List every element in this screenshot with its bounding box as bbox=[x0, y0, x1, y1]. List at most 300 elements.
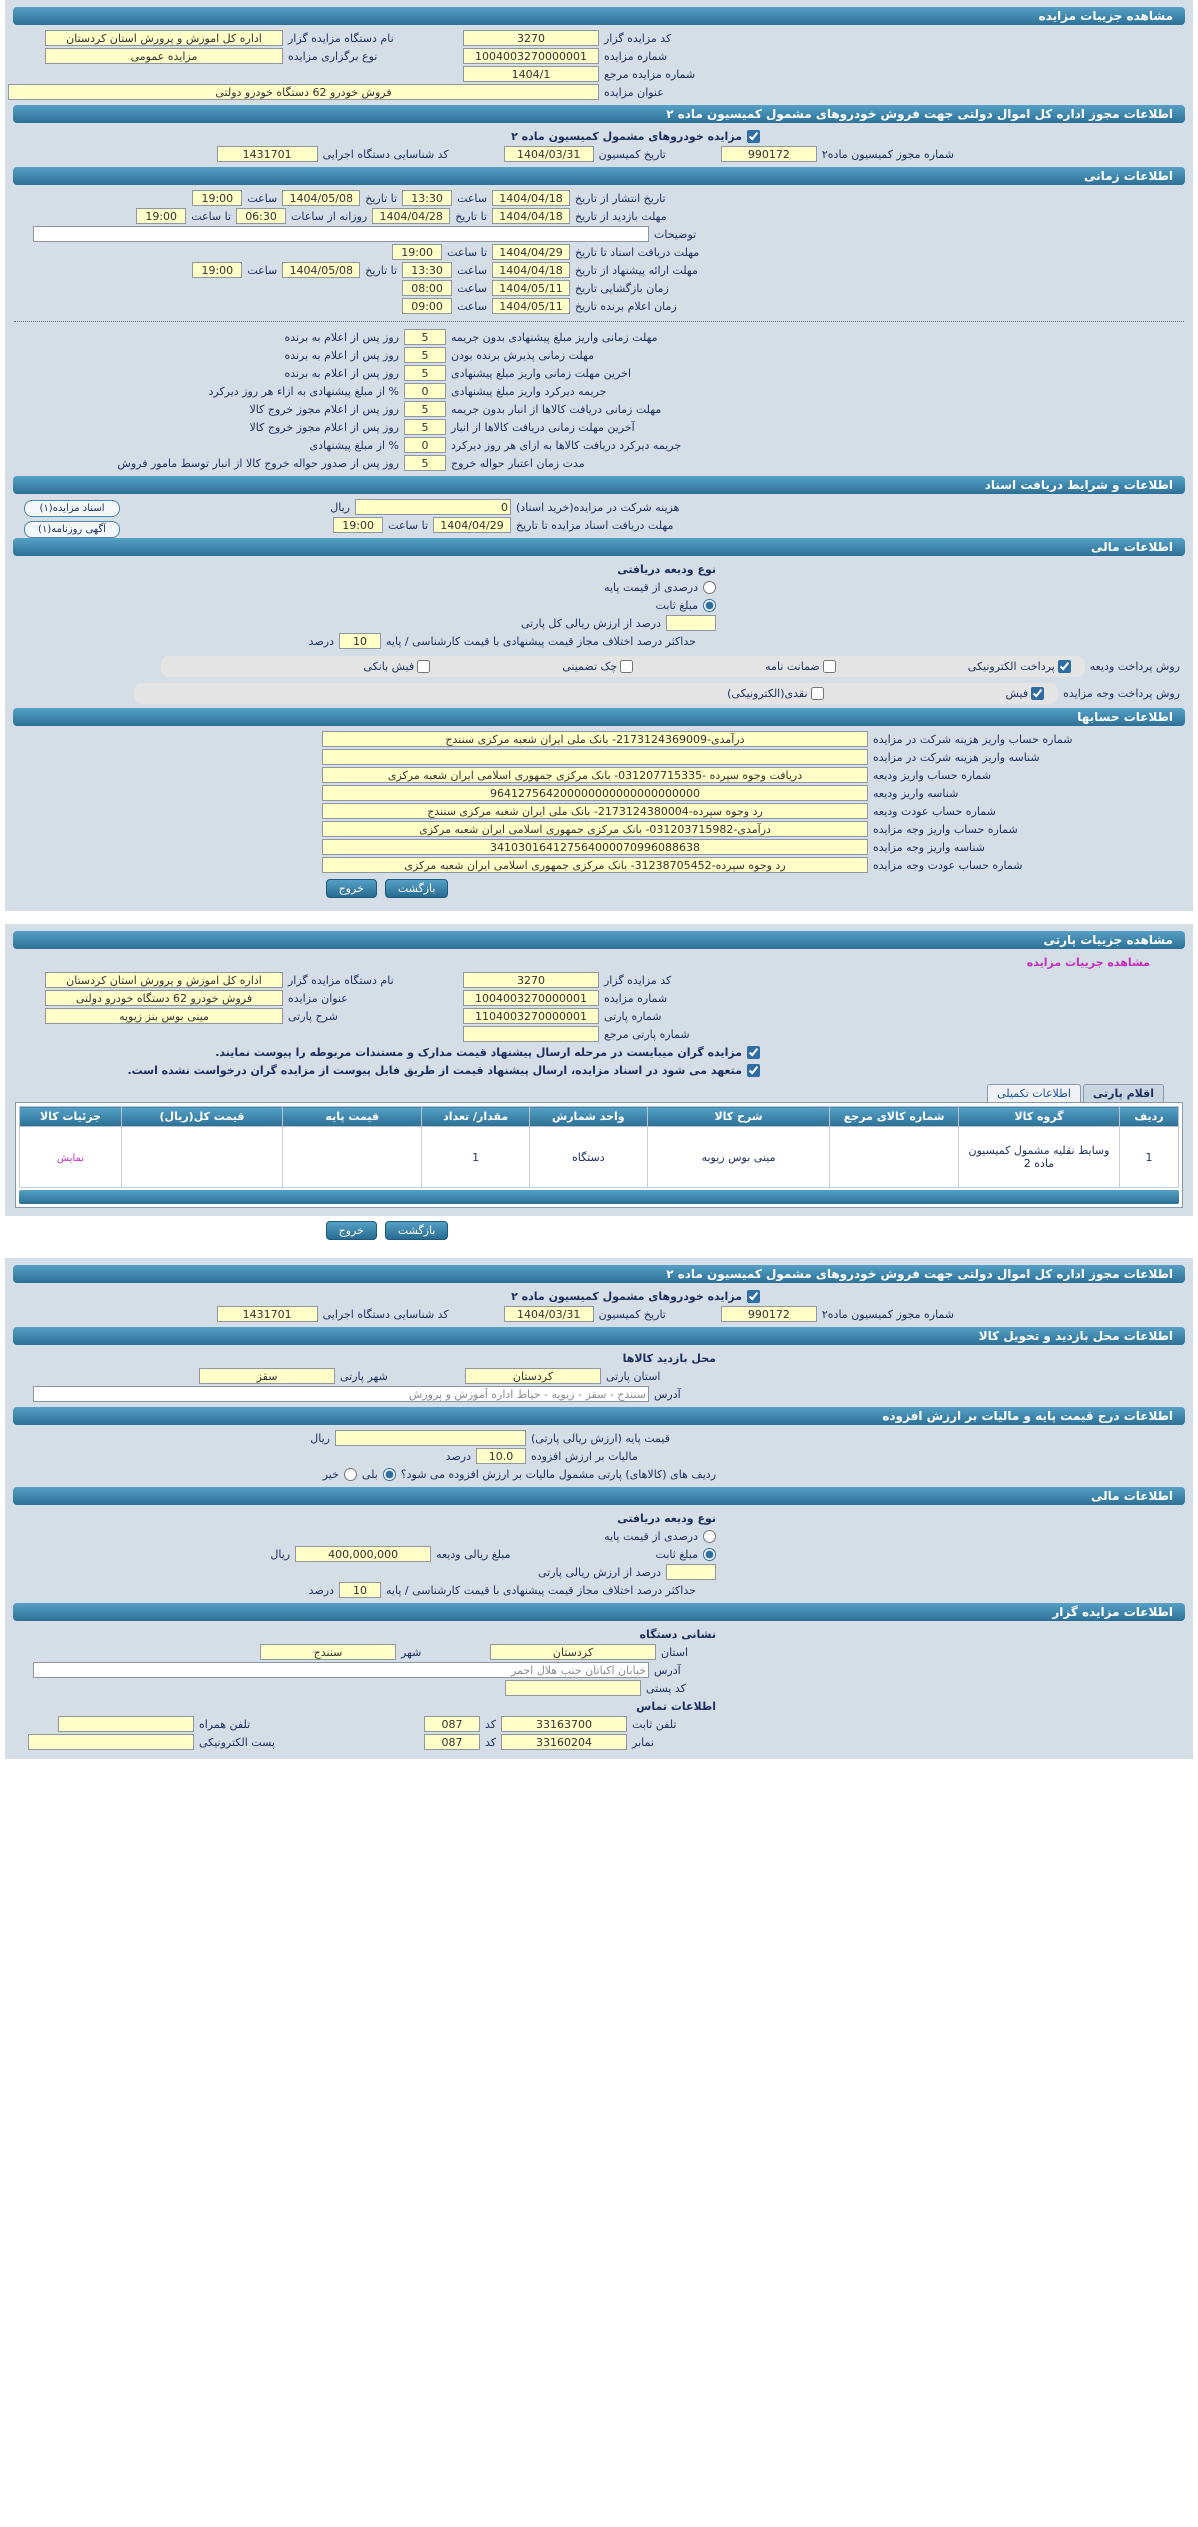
tab-party-items[interactable]: اقلام پارتی bbox=[1083, 1084, 1164, 1102]
auctioneer-section-bar: اطلاعات مزایده گزار bbox=[13, 1603, 1185, 1621]
accounts-section-bar: اطلاعات حسابها bbox=[13, 708, 1185, 726]
deposit-percent-option-row bbox=[12, 1527, 1186, 1545]
party-detail-panel bbox=[5, 924, 1193, 1216]
panel1-button-row bbox=[0, 874, 974, 903]
docs-deadline-time-input[interactable] bbox=[392, 244, 442, 260]
docs-receive-date-input[interactable] bbox=[433, 517, 511, 533]
deadline-label: مهلت زمانی واریز مبلغ پیشنهادی بدون جریمه bbox=[451, 330, 658, 344]
party-city-input[interactable] bbox=[199, 1368, 335, 1384]
org-name-input[interactable] bbox=[45, 30, 283, 46]
org-name-input[interactable] bbox=[45, 972, 283, 988]
deposit-method-option bbox=[562, 660, 633, 673]
payment-method-option bbox=[727, 687, 823, 700]
deadline-label: مهلت زمانی پذیرش برنده بودن bbox=[451, 348, 595, 362]
deadline-suffix: % از مبلغ پیشنهادی bbox=[309, 438, 399, 452]
cell-row-no: 1 bbox=[1119, 1127, 1178, 1188]
auction-no-input[interactable] bbox=[463, 990, 599, 1006]
to-hour-label: تا ساعت bbox=[388, 518, 428, 532]
deadline-input[interactable] bbox=[404, 347, 446, 363]
fax-input[interactable] bbox=[501, 1734, 627, 1750]
cash-electronic-label: نقدی(الکترونیکی) bbox=[727, 687, 808, 700]
dotted-separator bbox=[14, 321, 1184, 322]
publish-to-date-input[interactable] bbox=[282, 190, 360, 206]
offer-from-date-input[interactable] bbox=[492, 262, 570, 278]
vat-yes-radio[interactable] bbox=[383, 1468, 396, 1481]
mobile-input[interactable] bbox=[58, 1716, 194, 1732]
account-label: شماره حساب عودت وجه مزایده bbox=[873, 858, 1023, 872]
table-footer-band bbox=[19, 1190, 1179, 1204]
account-input[interactable] bbox=[322, 731, 868, 747]
view-auction-details-link[interactable]: مشاهده جزییات مزایده bbox=[1026, 956, 1150, 969]
permit-no-input[interactable] bbox=[721, 1306, 817, 1322]
account-row bbox=[12, 802, 1186, 820]
area-code-label: کد bbox=[484, 1717, 496, 1731]
max-diff-label: حداکثر درصد اختلاف مجاز قیمت پیشنهادی با قیمت کارشناسی / پایه bbox=[386, 1583, 696, 1597]
percent-label: درصد bbox=[445, 1449, 471, 1463]
deadline-suffix: روز پس از اعلام به برنده bbox=[284, 348, 399, 362]
area-code-label: کد bbox=[484, 1735, 496, 1749]
fee-row bbox=[12, 498, 1186, 516]
offer-row bbox=[12, 261, 1186, 279]
party-items-table-wrap bbox=[15, 1102, 1183, 1208]
cell-goods-group: وسایط نقلیه مشمول کمیسیون ماده 2 bbox=[959, 1127, 1120, 1188]
max-diff-row bbox=[12, 632, 1186, 650]
deposit-fixed-option-label: مبلغ ثابت bbox=[655, 598, 698, 612]
account-row bbox=[12, 856, 1186, 874]
document-buttons bbox=[24, 500, 120, 538]
fee-input[interactable] bbox=[355, 499, 511, 515]
show-details-link[interactable]: نمایش bbox=[56, 1152, 85, 1164]
deadline-suffix: روز پس از اعلام مجوز خروج کالا bbox=[249, 420, 399, 434]
permit-section-bar: اطلاعات مجوز اداره کل اموال دولتی جهت فروش خودروهای مشمول کمیسیون ماده ۲ bbox=[13, 1265, 1185, 1283]
visit-to-date-input[interactable] bbox=[372, 208, 450, 224]
vat-rate-input[interactable] bbox=[476, 1448, 526, 1464]
auction-type-input[interactable] bbox=[45, 48, 283, 64]
opening-label: زمان بازگشایی تاریخ bbox=[575, 281, 669, 295]
commission-date-input[interactable] bbox=[504, 1306, 594, 1322]
winner-label: زمان اعلام برنده تاریخ bbox=[575, 299, 677, 313]
auctioneer-code-input[interactable] bbox=[463, 30, 599, 46]
publish-from-date-input[interactable] bbox=[492, 190, 570, 206]
back-button[interactable]: بازگشت bbox=[385, 879, 449, 898]
cell-goods-desc: مینی بوس زیوبه bbox=[647, 1127, 829, 1188]
account-label: شناسه واریز هزینه شرکت در مزایده bbox=[873, 750, 1040, 764]
to-date-label: تا تاریخ bbox=[365, 191, 398, 205]
vat-question-row bbox=[12, 1465, 1186, 1483]
hour-label: ساعت bbox=[457, 263, 487, 277]
to-date-label: تا تاریخ bbox=[455, 209, 487, 223]
tab-extra-info[interactable]: اطلاعات تکمیلی bbox=[987, 1084, 1081, 1102]
contact-title-row bbox=[12, 1697, 1186, 1715]
account-row bbox=[12, 748, 1186, 766]
fax-label: نمابر bbox=[632, 1735, 654, 1749]
article2-checkbox-label: مزایده خودروهای مشمول کمیسیون ماده ۲ bbox=[511, 129, 742, 143]
column-header-total-price: قیمت کل(ریال) bbox=[122, 1107, 283, 1127]
deposit-fixed-option-row bbox=[12, 596, 1186, 614]
deadline-row bbox=[12, 400, 1186, 418]
deposit-type-row bbox=[12, 560, 1186, 578]
rial-label: ریال bbox=[310, 1431, 330, 1445]
notes-label: توضیحات bbox=[654, 227, 697, 241]
to-date-label: تا تاریخ bbox=[365, 263, 398, 277]
certified-check-checkbox[interactable] bbox=[620, 660, 633, 673]
account-input[interactable] bbox=[322, 857, 868, 873]
deposit-fixed-radio[interactable] bbox=[703, 599, 716, 612]
org-address-row bbox=[12, 1661, 1186, 1679]
article2-checkbox-label: مزایده خودروهای مشمول کمیسیون ماده ۲ bbox=[511, 1289, 742, 1303]
account-label: شماره حساب واریز هزینه شرکت در مزایده bbox=[873, 732, 1073, 746]
postal-code-input[interactable] bbox=[505, 1680, 641, 1696]
auction-title-input[interactable] bbox=[8, 84, 599, 100]
deadline-row bbox=[12, 328, 1186, 346]
account-input[interactable] bbox=[322, 803, 868, 819]
cash-electronic-checkbox[interactable] bbox=[811, 687, 824, 700]
deadline-input[interactable] bbox=[404, 419, 446, 435]
column-header-unit: واحد شمارش bbox=[529, 1107, 647, 1127]
deposit-type-label: نوع ودیعه دریافتی bbox=[617, 562, 716, 576]
auction-title-row bbox=[12, 83, 1186, 101]
payment-method-label: روش پرداخت وجه مزایده bbox=[1063, 687, 1180, 700]
deposit-type-row bbox=[12, 1509, 1186, 1527]
column-header-row-no: ردیف bbox=[1119, 1107, 1178, 1127]
winner-row bbox=[12, 297, 1186, 315]
auction-no-row bbox=[12, 47, 1186, 65]
docs-section-bar: اطلاعات و شرایط دریافت اسناد bbox=[13, 476, 1185, 494]
daily-from-label: روزانه از ساعات bbox=[291, 209, 368, 223]
deposit-percent-input[interactable] bbox=[666, 615, 716, 631]
phone-code-input[interactable] bbox=[424, 1716, 480, 1732]
org-address-title-label: نشانی دستگاه bbox=[639, 1627, 716, 1641]
vat-rate-row bbox=[12, 1447, 1186, 1465]
exec-code-label: کد شناسایی دستگاه اجرایی bbox=[322, 147, 449, 161]
max-diff-input[interactable] bbox=[339, 633, 381, 649]
max-diff-label: حداکثر درصد اختلاف مجاز قیمت پیشنهادی با قیمت کارشناسی / پایه bbox=[386, 634, 696, 648]
cell-base-price bbox=[282, 1127, 422, 1188]
to-hour-label: تا ساعت bbox=[447, 245, 487, 259]
no-file-request-row bbox=[12, 1061, 1186, 1079]
bank-slip-label: فیش بانکی bbox=[363, 660, 415, 673]
cell-ref-goods-no bbox=[830, 1127, 959, 1188]
publish-from-time-input[interactable] bbox=[402, 190, 452, 206]
cell-quantity: 1 bbox=[422, 1127, 529, 1188]
deadline-input[interactable] bbox=[404, 437, 446, 453]
org-name-label: نام دستگاه مزایده گزار bbox=[288, 973, 394, 987]
deadline-input[interactable] bbox=[404, 401, 446, 417]
permit-fields-row bbox=[12, 145, 1186, 163]
guarantee-label: ضمانت نامه bbox=[765, 660, 820, 673]
account-label: شناسه واریز ودیعه bbox=[873, 786, 959, 800]
org-state-city-row bbox=[12, 1643, 1186, 1661]
opening-time-input[interactable] bbox=[402, 280, 452, 296]
commission-date-input[interactable] bbox=[504, 146, 594, 162]
max-diff-input[interactable] bbox=[339, 1582, 381, 1598]
org-city-input[interactable] bbox=[260, 1644, 396, 1660]
percent-label: درصد bbox=[308, 1583, 334, 1597]
column-header-quantity: مقدار/ تعداد bbox=[422, 1107, 529, 1127]
publish-row bbox=[12, 189, 1186, 207]
party-state-city-row bbox=[12, 1367, 1186, 1385]
deadline-row bbox=[12, 418, 1186, 436]
docs-deadline-date-input[interactable] bbox=[492, 244, 570, 260]
opening-date-input[interactable] bbox=[492, 280, 570, 296]
visit-from-date-input[interactable] bbox=[492, 208, 570, 224]
auction-ref-row bbox=[12, 65, 1186, 83]
cell-total-price bbox=[122, 1127, 283, 1188]
rial-label: ریال bbox=[330, 500, 350, 514]
fax-code-input[interactable] bbox=[424, 1734, 480, 1750]
deposit-method-option bbox=[363, 660, 430, 673]
auction-ref-label: شماره مزایده مرجع bbox=[604, 67, 696, 81]
deadline-suffix: روز پس از اعلام به برنده bbox=[284, 330, 399, 344]
account-input[interactable] bbox=[322, 785, 868, 801]
auction-no-label: شماره مزایده bbox=[604, 49, 668, 63]
auction-no-input[interactable] bbox=[463, 48, 599, 64]
vat-question-label: ردیف های (کالاهای) پارتی مشمول مالیات بر ارزش افزوده می شود؟ bbox=[400, 1467, 716, 1481]
permit-section-bar: اطلاعات مجوز اداره کل اموال دولتی جهت فروش خودروهای مشمول کمیسیون ماده ۲ bbox=[13, 105, 1185, 123]
newspaper-ad-button[interactable]: آگهی روزنامه(۱) bbox=[24, 521, 120, 538]
exec-code-input[interactable] bbox=[217, 1306, 318, 1322]
deadline-input[interactable] bbox=[404, 365, 446, 381]
account-label: شماره حساب واریز ودیعه bbox=[873, 768, 992, 782]
notes-row bbox=[12, 225, 1186, 243]
visit-place-label: محل بازدید کالاها bbox=[622, 1351, 716, 1365]
deadline-label: آخرین مهلت زمانی دریافت کالاها از انبار bbox=[451, 420, 635, 434]
vat-no-label: خیر bbox=[322, 1467, 339, 1481]
account-input[interactable] bbox=[322, 749, 868, 765]
party-auction-no-row bbox=[12, 989, 1186, 1007]
permit-check-row bbox=[12, 1287, 1186, 1305]
publish-to-time-input[interactable] bbox=[192, 190, 242, 206]
docs-section bbox=[12, 498, 1186, 534]
party-no-row bbox=[12, 1007, 1186, 1025]
docs-receive-time-input[interactable] bbox=[333, 517, 383, 533]
deadline-row bbox=[12, 382, 1186, 400]
panel2-button-row bbox=[0, 1216, 986, 1245]
deposit-percent-input[interactable] bbox=[666, 1564, 716, 1580]
offer-from-time-input[interactable] bbox=[402, 262, 452, 278]
cell-unit: دستگاه bbox=[529, 1127, 647, 1188]
permit-no-input[interactable] bbox=[721, 146, 817, 162]
party-address-input[interactable] bbox=[33, 1386, 649, 1402]
financial-section-bar: اطلاعات مالی bbox=[13, 1487, 1185, 1505]
offer-label: مهلت ارائه پیشنهاد از تاریخ bbox=[575, 263, 698, 277]
account-input[interactable] bbox=[322, 767, 868, 783]
permit-fields-row bbox=[12, 1305, 1186, 1323]
visit-location-section-bar: اطلاعات محل بازدید و تحویل کالا bbox=[13, 1327, 1185, 1345]
deadline-input[interactable] bbox=[404, 329, 446, 345]
party-state-input[interactable] bbox=[465, 1368, 601, 1384]
deposit-percent-radio[interactable] bbox=[703, 1530, 716, 1543]
deposit-percent-radio[interactable] bbox=[703, 581, 716, 594]
winner-date-input[interactable] bbox=[492, 298, 570, 314]
panel-gap bbox=[0, 911, 1198, 924]
base-price-input[interactable] bbox=[335, 1430, 526, 1446]
permit-check-row bbox=[12, 127, 1186, 145]
article2-checkbox[interactable] bbox=[747, 130, 760, 143]
email-input[interactable] bbox=[28, 1734, 194, 1750]
org-address-input[interactable] bbox=[33, 1662, 649, 1678]
party-detail-title: مشاهده جزییات پارتی bbox=[13, 931, 1185, 949]
deadline-label: جریمه دیرکرد دریافت کالاها به ازای هر روز دیرکرد bbox=[451, 438, 682, 452]
deadline-row bbox=[12, 436, 1186, 454]
deposit-percent-option-row bbox=[12, 578, 1186, 596]
deposit-fixed-option-row bbox=[12, 1545, 1186, 1563]
payment-method-option bbox=[1006, 687, 1045, 700]
column-header-ref-goods-no: شماره کالای مرجع bbox=[830, 1107, 959, 1127]
no-file-request-checkbox[interactable] bbox=[747, 1064, 760, 1077]
slip-checkbox[interactable] bbox=[1031, 687, 1044, 700]
deadline-label: اخرین مهلت زمانی واریز مبلغ پیشنهادی bbox=[451, 366, 631, 380]
deposit-method-band bbox=[161, 656, 1085, 677]
party-state-label: استان پارتی bbox=[606, 1369, 661, 1383]
deadline-label: جریمه دیرکرد واریز مبلغ پیشنهادی bbox=[451, 384, 607, 398]
account-row bbox=[12, 820, 1186, 838]
deposit-percent-value-row bbox=[12, 1563, 1186, 1581]
exit-button[interactable]: خروج bbox=[326, 1221, 377, 1240]
to-hour-label: تا ساعت bbox=[191, 209, 232, 223]
visit-to-time-input[interactable] bbox=[136, 208, 186, 224]
permit-no-label: شماره مجوز کمیسیون ماده۲ bbox=[821, 147, 954, 161]
deposit-percent-option-label: درصدی از قیمت پایه bbox=[604, 1529, 698, 1543]
org-city-label: شهر bbox=[401, 1645, 422, 1659]
auction-id-row bbox=[12, 29, 1186, 47]
deadline-row bbox=[12, 364, 1186, 382]
back-button[interactable]: بازگشت bbox=[385, 1221, 449, 1240]
panel-gap bbox=[0, 1245, 1198, 1258]
auction-documents-button[interactable]: اسناد مزایده(۱) bbox=[24, 500, 120, 517]
auctioneer-code-input[interactable] bbox=[463, 972, 599, 988]
deadline-input[interactable] bbox=[404, 455, 446, 471]
mobile-label: تلفن همراه bbox=[198, 1717, 251, 1731]
no-file-request-label: متعهد می شود در اسناد مزایده، ارسال پیشنهاد قیمت از طریق فایل پیوست از مزایده گران درخواست نشده است. bbox=[127, 1063, 742, 1077]
docs-receive-deadline-label: مهلت دریافت اسناد مزایده تا تاریخ bbox=[516, 518, 674, 532]
visit-row bbox=[12, 207, 1186, 225]
postal-code-label: کد پستی bbox=[646, 1681, 686, 1695]
notes-input[interactable] bbox=[33, 226, 649, 242]
rial-label: ریال bbox=[270, 1547, 291, 1561]
guarantee-checkbox[interactable] bbox=[823, 660, 836, 673]
deposit-fixed-radio[interactable] bbox=[703, 1548, 716, 1561]
account-row bbox=[12, 766, 1186, 784]
party-desc-label: شرح پارتی bbox=[288, 1009, 338, 1023]
publish-label: تاریخ انتشار از تاریخ bbox=[575, 191, 666, 205]
winner-time-input[interactable] bbox=[402, 298, 452, 314]
deadline-input[interactable] bbox=[404, 383, 446, 399]
deposit-method-label: روش پرداخت ودیعه bbox=[1089, 660, 1180, 673]
view-auction-link-row bbox=[12, 953, 1186, 971]
vat-no-radio[interactable] bbox=[344, 1468, 357, 1481]
auction-title-label: عنوان مزایده bbox=[604, 85, 664, 99]
payment-method-row bbox=[12, 683, 1186, 704]
auction-detail-panel bbox=[5, 0, 1193, 911]
deposit-amount-input[interactable] bbox=[295, 1546, 431, 1562]
account-input[interactable] bbox=[322, 821, 868, 837]
certified-check-label: چک تضمینی bbox=[562, 660, 618, 673]
article2-checkbox[interactable] bbox=[747, 1290, 760, 1303]
account-row bbox=[12, 784, 1186, 802]
table-header-row bbox=[20, 1107, 1179, 1127]
percent-label: درصد bbox=[308, 634, 334, 648]
offer-to-date-input[interactable] bbox=[282, 262, 360, 278]
fax-row bbox=[12, 1733, 1186, 1751]
bank-slip-checkbox[interactable] bbox=[417, 660, 430, 673]
visit-place-row bbox=[12, 1349, 1186, 1367]
party-ref-label: شماره پارتی مرجع bbox=[604, 1027, 690, 1041]
fee-label: هزینه شرکت در مزایده(خرید اسناد) bbox=[516, 500, 680, 514]
deposit-fixed-option-label: مبلغ ثابت bbox=[655, 1547, 698, 1561]
docs-deadline-row bbox=[12, 243, 1186, 261]
deposit-method-option bbox=[765, 660, 836, 673]
deposit-percent-label: درصد از ارزش ریالی پارتی bbox=[538, 1565, 661, 1579]
slip-label: فیش bbox=[1005, 687, 1029, 700]
attachment-required-row bbox=[12, 1043, 1186, 1061]
max-diff-row bbox=[12, 1581, 1186, 1599]
auctioneer-code-label: کد مزایده گزار bbox=[604, 973, 672, 987]
attachment-required-checkbox[interactable] bbox=[747, 1046, 760, 1059]
party-desc-input[interactable] bbox=[45, 1008, 283, 1024]
attachment-required-label: مزایده گران میبایست در مرحله ارسال پیشنهاد قیمت مدارک و مستندات مربوطه را پیوست نمایند. bbox=[215, 1045, 742, 1059]
phone-label: تلفن ثابت bbox=[632, 1717, 677, 1731]
auctioneer-code-label: کد مزایده گزار bbox=[604, 31, 672, 45]
offer-to-time-input[interactable] bbox=[192, 262, 242, 278]
account-label: شماره حساب واریز وجه مزایده bbox=[873, 822, 1018, 836]
account-input[interactable] bbox=[322, 839, 868, 855]
party-no-input[interactable] bbox=[463, 1008, 599, 1024]
postal-code-row bbox=[12, 1679, 1186, 1697]
email-label: پست الکترونیکی bbox=[198, 1735, 275, 1749]
commission-date-label: تاریخ کمیسیون bbox=[598, 1307, 666, 1321]
column-header-goods-details: جزئیات کالا bbox=[20, 1107, 122, 1127]
party-auctioneer-row bbox=[12, 971, 1186, 989]
party-city-label: شهر پارتی bbox=[340, 1369, 388, 1383]
phone-input[interactable] bbox=[501, 1716, 627, 1732]
deadline-label: مهلت زمانی دریافت کالاها از انبار بدون جریمه bbox=[451, 402, 662, 416]
account-row bbox=[12, 838, 1186, 856]
org-name-label: نام دستگاه مزایده گزار bbox=[288, 31, 394, 45]
auction-detail-title: مشاهده جزییات مزایده bbox=[13, 7, 1185, 25]
base-price-label: قیمت پایه (ارزش ریالی پارتی) bbox=[531, 1431, 670, 1445]
exec-code-input[interactable] bbox=[217, 146, 318, 162]
visit-from-time-input[interactable] bbox=[236, 208, 286, 224]
cell-goods-details bbox=[20, 1127, 122, 1188]
deposit-method-row bbox=[12, 656, 1186, 677]
deposit-percent-value-row bbox=[12, 614, 1186, 632]
auction-ref-input[interactable] bbox=[463, 66, 599, 82]
exit-button[interactable]: خروج bbox=[326, 879, 377, 898]
hour-label: ساعت bbox=[247, 191, 278, 205]
party-ref-input[interactable] bbox=[463, 1026, 599, 1042]
auction-title-label: عنوان مزایده bbox=[288, 991, 348, 1005]
timing-section-bar: اطلاعات زمانی bbox=[13, 167, 1185, 185]
auction-title-input[interactable] bbox=[45, 990, 283, 1006]
table-row bbox=[20, 1127, 1179, 1188]
electronic-payment-checkbox[interactable] bbox=[1058, 660, 1071, 673]
org-state-label: استان bbox=[661, 1645, 689, 1659]
deposit-percent-label: درصد از ارزش ریالی کل پارتی bbox=[520, 616, 661, 630]
deposit-type-label: نوع ودیعه دریافتی bbox=[617, 1511, 716, 1525]
visit-label: مهلت بازدید از تاریخ bbox=[575, 209, 667, 223]
phone-row bbox=[12, 1715, 1186, 1733]
contact-title-label: اطلاعات تماس bbox=[636, 1699, 716, 1713]
deadline-suffix: روز پس از اعلام مجوز خروج کالا bbox=[249, 402, 399, 416]
party-no-label: شماره پارتی bbox=[604, 1009, 662, 1023]
hour-label: ساعت bbox=[457, 299, 487, 313]
org-address-label: آدرس bbox=[654, 1663, 681, 1677]
base-price-row bbox=[12, 1429, 1186, 1447]
base-price-section-bar: اطلاعات درج قیمت پایه و مالیات بر ارزش افزوده bbox=[13, 1407, 1185, 1425]
org-state-input[interactable] bbox=[490, 1644, 656, 1660]
electronic-payment-label: پرداخت الکترونیکی bbox=[967, 660, 1055, 673]
